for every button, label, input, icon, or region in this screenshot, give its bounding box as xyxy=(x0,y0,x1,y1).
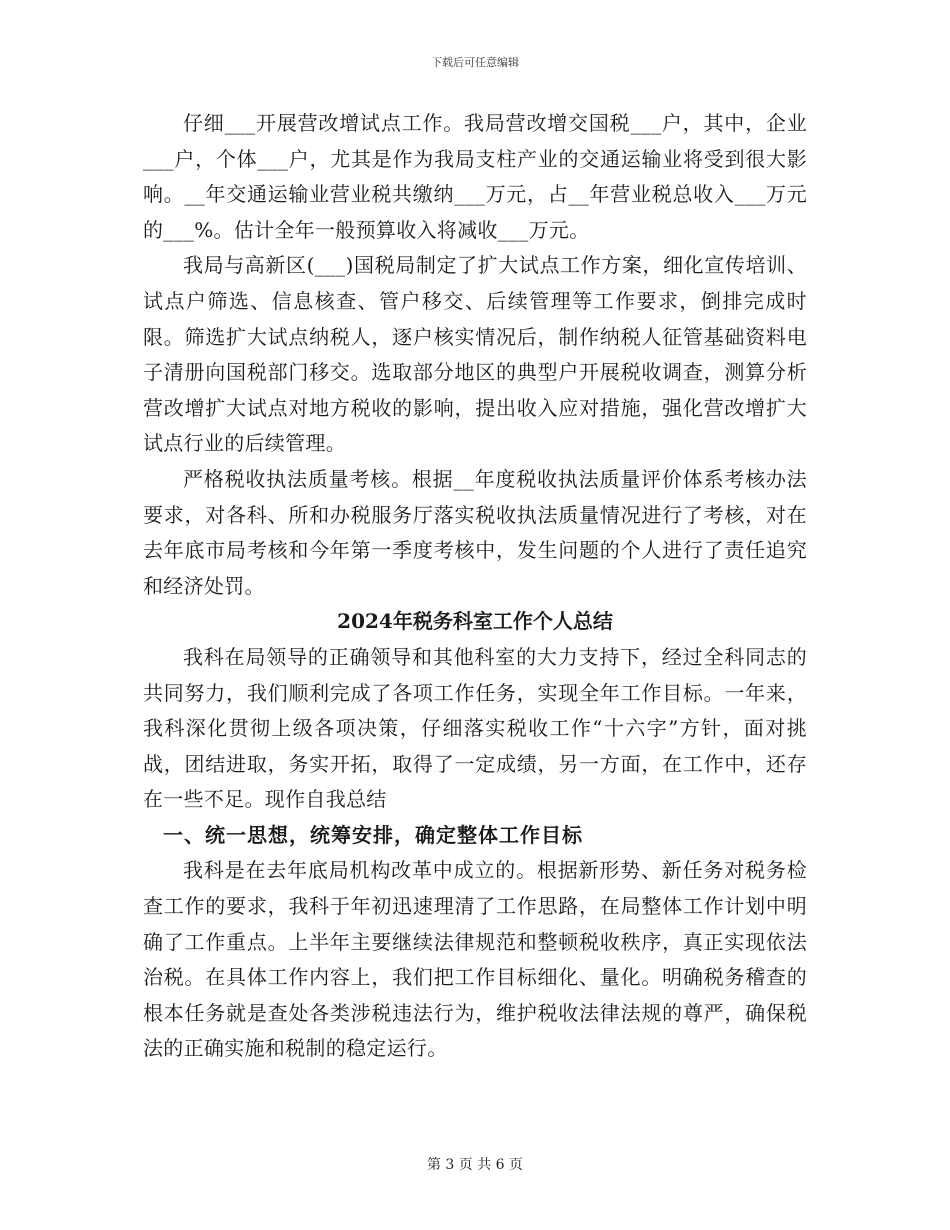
paragraph-pilot-work: 仔细___开展营改增试点工作。我局营改增交国税___户，其中，企业___户，个体___户，尤其是作为我局支柱产业的交通运输业将受到很大影响。__年交通运输业营业税共缴纳___万元，占__年营业税总收入___万元的___%。估计全年一般预算收入将减收___万元。 xyxy=(143,111,807,242)
document-body xyxy=(143,106,807,1067)
subheading-unify-thinking: 一、统一思想，统筹安排，确定整体工作目标 xyxy=(163,822,583,847)
paragraph-quality-assessment: 严格税收执法质量考核。根据__年度税收执法质量评价体系考核办法要求，对各科、所和办税服务厅落实税收执法质量情况进行了考核，对在去年底市局考核和今年第一季度考核中，发生问题的个人进行了责任追究和经济处罚。 xyxy=(143,466,807,598)
paragraph-department-setup: 我科是在去年底局机构改革中成立的。根据新形势、新任务对税务检查工作的要求，我科于年初迅速理清了工作思路，在局整体工作计划中明确了工作重点。上半年主要继续法律规范和整顿税收秩序，真正实现依法治税。在具体工作内容上，我们把工作目标细化、量化。明确税务稽查的根本任务就是查处各类涉税违法行为，维护税收法律法规的尊严，确保税法的正确实施和税制的稳定运行。 xyxy=(143,858,807,1061)
paragraph-pilot-plan: 我局与高新区(___)国税局制定了扩大试点工作方案，细化宣传培训、试点户筛选、信息核查、管户移交、后续管理等工作要求，倒排完成时限。筛选扩大试点纳税人，逐户核实情况后，制作纳税人征管基础资料电子清册向国税部门移交。选取部分地区的典型户开展税收调查，测算分析营改增扩大试点对地方税收的影响，提出收入应对措施，强化营改增扩大试点行业的后续管理。 xyxy=(143,253,807,456)
page-header: 下载后可任意编辑 xyxy=(431,56,519,69)
section-title: 2024年税务科室工作个人总结 xyxy=(337,609,613,634)
page-footer: 第 3 页 共 6 页 xyxy=(426,1157,524,1173)
paragraph-summary-intro: 我科在局领导的正确领导和其他科室的大力支持下，经过全科同志的共同努力，我们顺利完成了各项工作任务，实现全年工作目标。一年来，我科深化贯彻上级各项决策，仔细落实税收工作“十六字”方针，面对挑战，团结进取，务实开拓，取得了一定成绩，另一方面，在工作中，还存在一些不足。现作自我总结 xyxy=(143,644,807,812)
